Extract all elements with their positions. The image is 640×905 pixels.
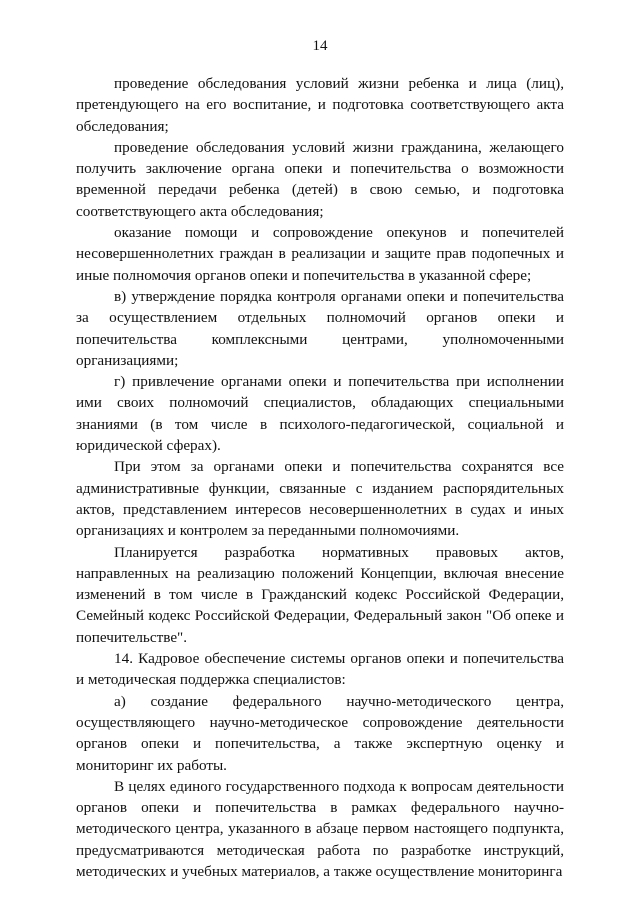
paragraph-unified-approach: В целях единого государственного подхода к вопросам деятельности органов опеки и попечительства в рамках федерального научно-методического центра, указанного в абзаце первом настоящего подпункта, предусматриваются методическая работа по разработке инструкций, методических и учебных материалов, а также осуществление мониторинга: [76, 777, 564, 880]
page-number: 14: [312, 38, 328, 54]
paragraph-section-14: 14. Кадровое обеспечение системы органов опеки и попечительства и методическая поддержка специалистов:: [76, 650, 564, 689]
paragraph-administrative-functions: При этом за органами опеки и попечительства сохранятся все административные функции, связанные с изданием распорядительных актов, представлением интересов несовершеннолетних в судах и иных организациях и контролем за переданными полномочиями.: [76, 458, 564, 540]
paragraph-legal-acts: Планируется разработка нормативных правовых актов, направленных на реализацию положений Концепции, включая внесение изменений в том числе в Гражданский кодекс Российской Федерации, Семейный кодекс Российской Федерации, Федеральный закон "Об опеке и попечительстве".: [76, 543, 564, 646]
paragraph-item-g: г) привлечение органами опеки и попечительства при исполнении ими своих полномочий специалистов, обладающих специальными знаниями (в том числе в психолого-педагогической, социальной и юридической сферах).: [76, 373, 564, 455]
paragraph-examination-citizen: проведение обследования условий жизни гражданина, желающего получить заключение органа опеки и попечительства о возможности временной передачи ребенка (детей) в свою семью, и подготовка соответствующего акта обследования;: [76, 138, 564, 220]
paragraph-examination-child: проведение обследования условий жизни ребенка и лица (лиц), претендующего на его воспитание, и подготовка соответствующего акта обследования;: [76, 75, 564, 135]
paragraph-item-a: а) создание федерального научно-методического центра, осуществляющего научно-методическое сопровождение деятельности органов опеки и попечительства, а также экспертную оценку и мониторинг их работы.: [76, 692, 564, 774]
body-text: [76, 73, 564, 882]
paragraph-assistance-guardians: оказание помощи и сопровождение опекунов и попечителей несовершеннолетних граждан в реализации и защите прав подопечных и иные полномочия органов опеки и попечительства в указанной сфере;: [76, 224, 564, 284]
paragraph-item-v: в) утверждение порядка контроля органами опеки и попечительства за осуществлением отдельных полномочий органов опеки и попечительства комплексными центрами, уполномоченными организациями;: [76, 287, 564, 369]
